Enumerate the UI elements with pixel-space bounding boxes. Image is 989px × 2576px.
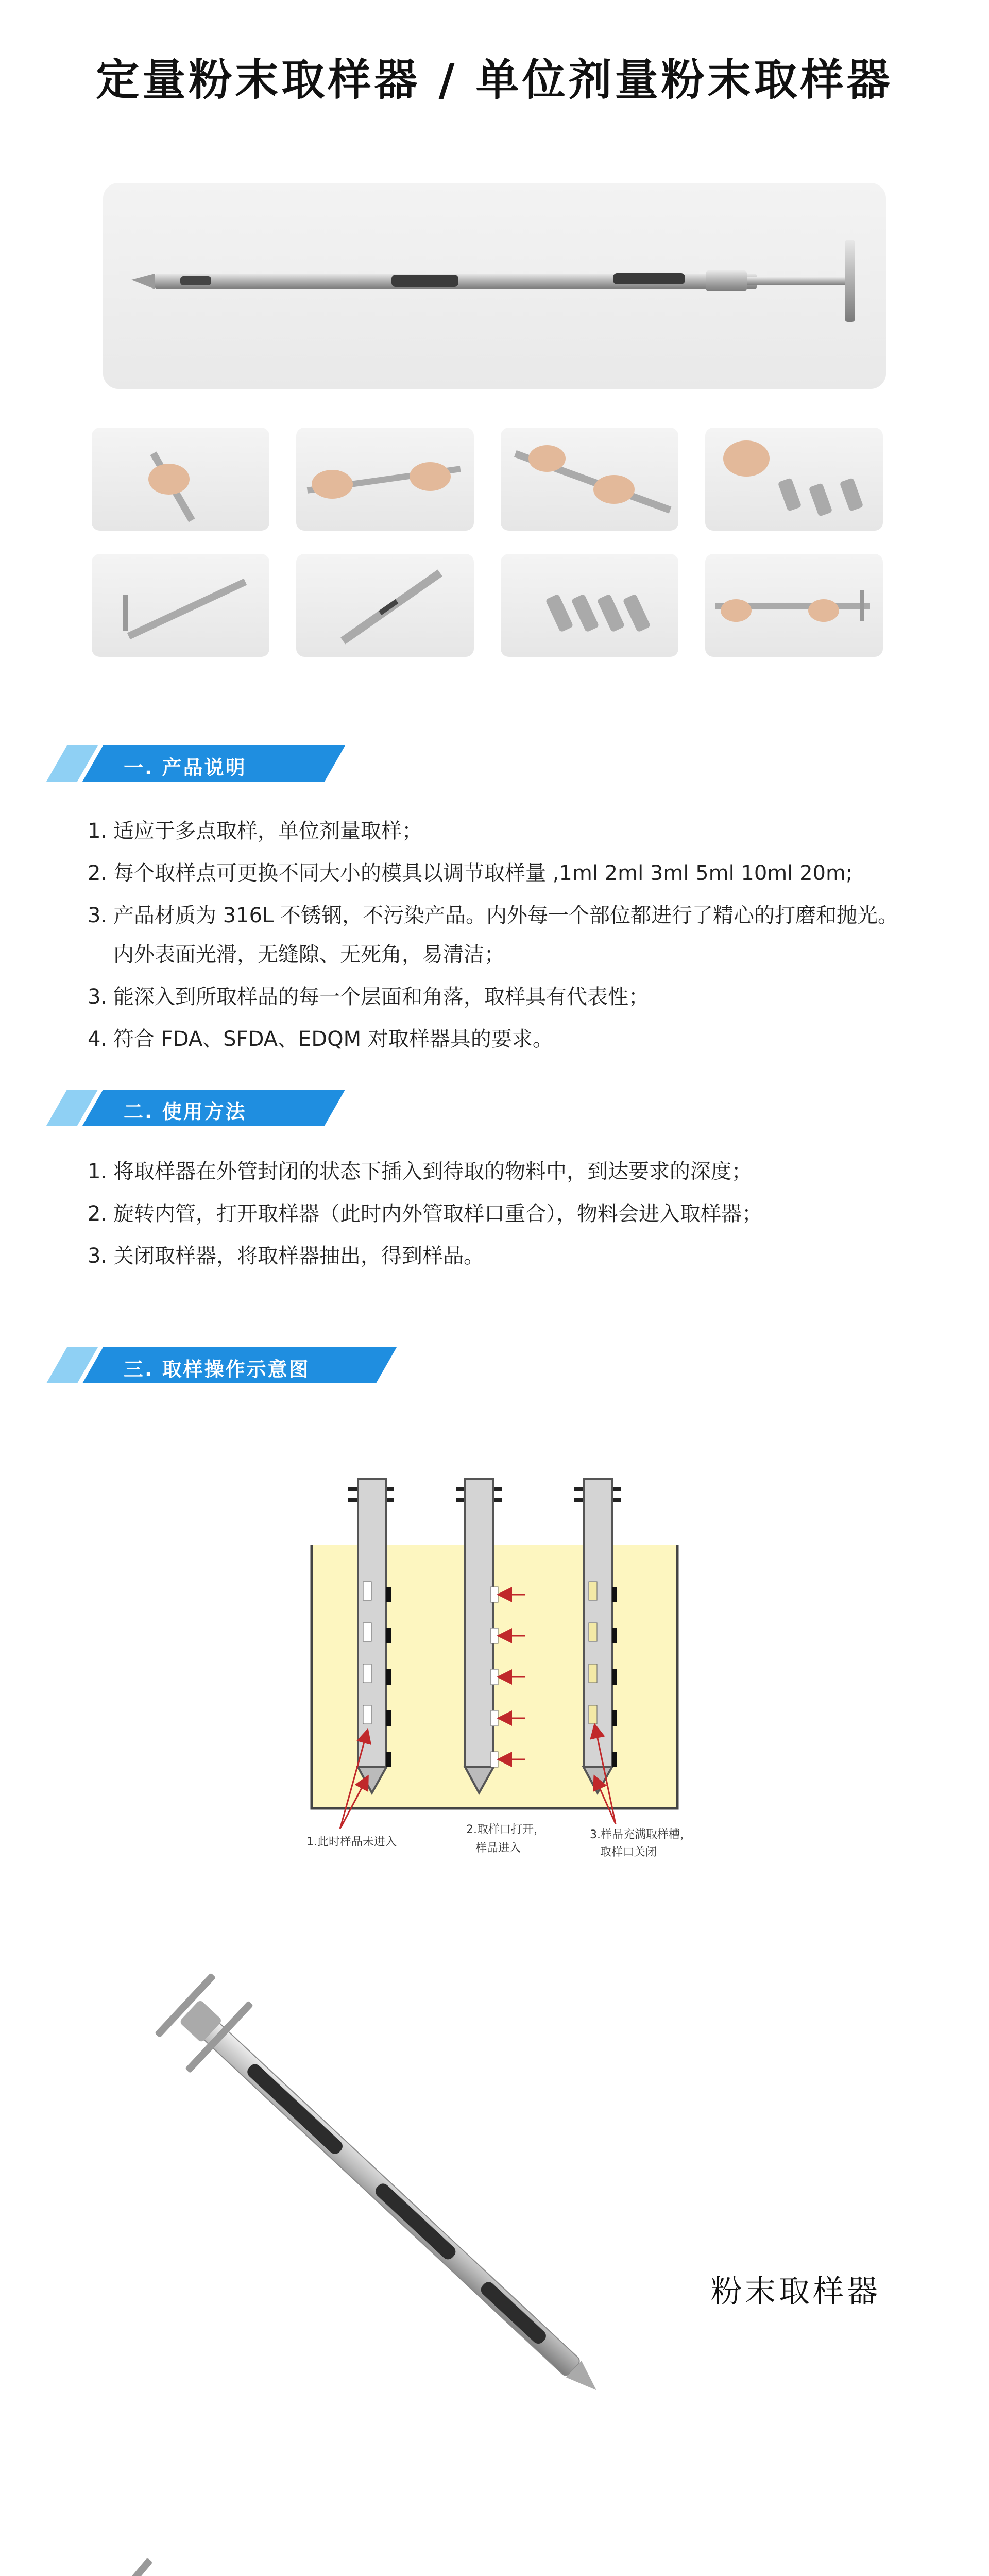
section-heading-3 (46, 1347, 355, 1383)
diagram-caption-1: 1.此时样品未进入 (306, 1836, 397, 1849)
section-heading-2-label: 二. 使用方法 (124, 1100, 247, 1123)
list-item: 3. 产品材质为 316L 不锈钢，不污染产品。内外每一个部位都进行了精心的打磨和抛光。 (88, 904, 899, 927)
section-heading-1 (46, 745, 355, 782)
section-heading-1-label: 一. 产品说明 (124, 756, 247, 779)
thumbnail-6 (296, 554, 474, 657)
usage-method-list (88, 1150, 963, 1277)
diagram-caption-2b: 样品进入 (475, 1842, 521, 1855)
list-item: 4. 符合 FDA、SFDA、EDQM 对取样器具的要求。 (88, 1027, 553, 1051)
diagram-caption-2a: 2.取样口打开， (466, 1823, 545, 1836)
product-label-1: 粉末取样器 (711, 2274, 881, 2310)
list-item: 2. 每个取样点可更换不同大小的模具以调节取样量 ,1ml 2ml 3ml 5ml 10ml 20m; (88, 861, 853, 885)
section-heading-3-label: 三. 取样操作示意图 (124, 1358, 310, 1381)
product-description-list (88, 810, 963, 1060)
thumbnail-8 (705, 554, 883, 657)
list-item: 3. 关闭取样器，将取样器抽出，得到样品。 (88, 1244, 484, 1268)
list-item: 2. 旋转内管，打开取样器（此时内外管取样口重合），物料会进入取样器； (88, 1202, 762, 1226)
diagram-caption-3b: 取样口关闭 (600, 1846, 657, 1859)
thumbnail-7 (501, 554, 678, 657)
section-heading-2 (46, 1090, 355, 1126)
hero-product-image (103, 183, 886, 389)
thumbnail-5 (92, 554, 269, 657)
list-item: 1. 适应于多点取样，单位剂量取样； (88, 819, 422, 843)
list-item-continuation: 内外表面光滑，无缝隙、无死角，易清洁； (113, 943, 505, 967)
diagram-caption-3a: 3.样品充满取样槽， (590, 1828, 691, 1841)
powder-sampler-image (103, 1968, 670, 2434)
thumbnail-1 (92, 428, 269, 531)
sampling-diagram (281, 1458, 708, 1903)
page-title: 定量粉末取样器 / 单位剂量粉末取样器 (96, 55, 893, 105)
list-item: 1. 将取样器在外管封闭的状态下插入到待取的物料中，到达要求的深度； (88, 1160, 752, 1183)
thumbnail-3 (501, 428, 678, 531)
single-point-sampler-image (46, 2555, 716, 2576)
thumbnail-4 (705, 428, 883, 531)
list-item: 3. 能深入到所取样品的每一个层面和角落，取样具有代表性； (88, 985, 649, 1009)
thumbnail-2 (296, 428, 474, 531)
